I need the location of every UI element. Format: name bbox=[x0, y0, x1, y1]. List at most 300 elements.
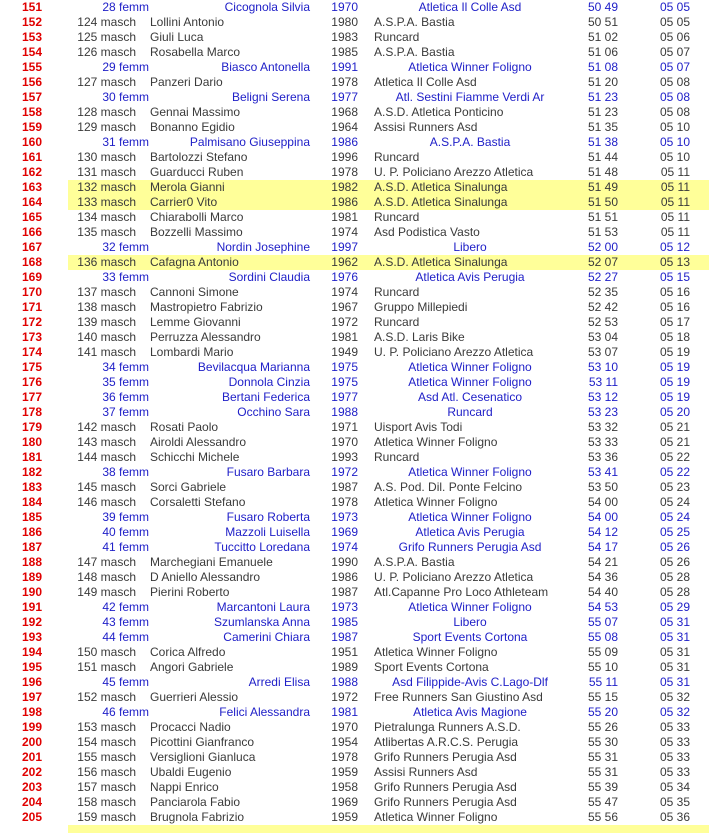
athlete-name-cell: Mastropietro Fabrizio bbox=[150, 300, 263, 314]
table-row bbox=[0, 180, 709, 195]
pace-cell: 05 26 bbox=[659, 540, 690, 554]
birth-year-cell: 1990 bbox=[331, 555, 358, 569]
table-row bbox=[0, 300, 709, 315]
finish-time-cell: 55 08 bbox=[587, 630, 618, 644]
position-cell: 172 bbox=[21, 315, 43, 329]
athlete-name-cell: Angori Gabriele bbox=[150, 660, 234, 674]
category-cell: 134 masch bbox=[77, 210, 136, 224]
birth-year-cell: 1981 bbox=[331, 210, 358, 224]
athlete-name-cell: Corsaletti Stefano bbox=[150, 495, 246, 509]
club-cell: Atletica Winner Foligno bbox=[408, 600, 532, 614]
position-cell: 185 bbox=[21, 510, 43, 524]
table-row bbox=[0, 465, 709, 480]
table-row bbox=[0, 270, 709, 285]
birth-year-cell: 1967 bbox=[331, 300, 358, 314]
table-row bbox=[0, 330, 709, 345]
pace-cell: 05 26 bbox=[659, 555, 690, 569]
pace-cell: 05 19 bbox=[659, 390, 690, 404]
table-row bbox=[0, 75, 709, 90]
pace-cell: 05 33 bbox=[659, 750, 690, 764]
category-cell: 137 masch bbox=[77, 285, 136, 299]
pace-cell: 05 35 bbox=[659, 795, 690, 809]
position-cell: 161 bbox=[21, 150, 43, 164]
pace-cell: 05 06 bbox=[659, 30, 690, 44]
club-cell: Runcard bbox=[374, 285, 420, 299]
position-cell: 184 bbox=[21, 495, 43, 509]
birth-year-cell: 1978 bbox=[331, 750, 358, 764]
position-cell: 182 bbox=[21, 465, 43, 479]
table-row bbox=[0, 450, 709, 465]
club-cell: Libero bbox=[453, 615, 487, 629]
club-cell: Atletica Winner Foligno bbox=[408, 375, 532, 389]
club-cell: Atl.Capanne Pro Loco Athleteam bbox=[374, 585, 549, 599]
athlete-name-cell: Guarducci Ruben bbox=[150, 165, 244, 179]
category-cell: 146 masch bbox=[77, 495, 136, 509]
finish-time-cell: 54 21 bbox=[587, 555, 618, 569]
position-cell: 187 bbox=[21, 540, 43, 554]
position-cell: 171 bbox=[21, 300, 43, 314]
position-cell: 196 bbox=[21, 675, 43, 689]
category-cell: 128 masch bbox=[77, 105, 136, 119]
category-cell: 136 masch bbox=[77, 255, 136, 269]
club-cell: Atletica Winner Foligno bbox=[408, 360, 532, 374]
pace-cell: 05 28 bbox=[659, 570, 690, 584]
position-cell: 155 bbox=[21, 60, 43, 74]
athlete-name-cell: Gennai Massimo bbox=[150, 105, 241, 119]
position-cell: 180 bbox=[21, 435, 43, 449]
finish-time-cell: 51 51 bbox=[587, 210, 618, 224]
table-row bbox=[0, 30, 709, 45]
athlete-name-cell: Nordin Josephine bbox=[216, 240, 310, 254]
club-cell: A.S.P.A. Bastia bbox=[374, 45, 455, 59]
birth-year-cell: 1958 bbox=[331, 780, 358, 794]
position-cell: 189 bbox=[21, 570, 43, 584]
position-cell: 153 bbox=[21, 30, 43, 44]
category-cell: 129 masch bbox=[77, 120, 136, 134]
finish-time-cell: 54 12 bbox=[587, 525, 618, 539]
finish-time-cell: 53 41 bbox=[587, 465, 618, 479]
position-cell: 175 bbox=[21, 360, 43, 374]
position-cell: 199 bbox=[21, 720, 43, 734]
table-row bbox=[0, 195, 709, 210]
position-cell: 200 bbox=[21, 735, 43, 749]
category-cell: 139 masch bbox=[77, 315, 136, 329]
pace-cell: 05 08 bbox=[659, 75, 690, 89]
finish-time-cell: 53 12 bbox=[587, 390, 618, 404]
table-row bbox=[0, 675, 709, 690]
table-row bbox=[0, 405, 709, 420]
table-row bbox=[0, 375, 709, 390]
finish-time-cell: 53 33 bbox=[587, 435, 618, 449]
position-cell: 151 bbox=[21, 0, 43, 14]
category-cell: 138 masch bbox=[77, 300, 136, 314]
category-cell: 145 masch bbox=[77, 480, 136, 494]
finish-time-cell: 53 04 bbox=[587, 330, 618, 344]
table-row bbox=[0, 495, 709, 510]
table-row bbox=[0, 570, 709, 585]
position-cell: 167 bbox=[21, 240, 43, 254]
table-row bbox=[0, 210, 709, 225]
pace-cell: 05 07 bbox=[659, 60, 690, 74]
birth-year-cell: 1972 bbox=[331, 690, 358, 704]
position-cell: 168 bbox=[21, 255, 43, 269]
pace-cell: 05 12 bbox=[659, 240, 690, 254]
athlete-name-cell: Picottini Gianfranco bbox=[150, 735, 255, 749]
finish-time-cell: 52 35 bbox=[587, 285, 618, 299]
club-cell: U. P. Policiano Arezzo Atletica bbox=[374, 570, 534, 584]
category-cell: 124 masch bbox=[77, 15, 136, 29]
birth-year-cell: 1973 bbox=[331, 600, 358, 614]
athlete-name-cell: Tuccitto Loredana bbox=[214, 540, 310, 554]
category-cell: 154 masch bbox=[77, 735, 136, 749]
category-cell: 159 masch bbox=[77, 810, 136, 824]
athlete-name-cell: Ubaldi Eugenio bbox=[150, 765, 232, 779]
club-cell: Sport Events Cortona bbox=[412, 630, 528, 644]
birth-year-cell: 1996 bbox=[331, 150, 358, 164]
birth-year-cell: 1959 bbox=[331, 765, 358, 779]
pace-cell: 05 11 bbox=[660, 195, 690, 209]
pace-cell: 05 33 bbox=[659, 720, 690, 734]
pace-cell: 05 31 bbox=[659, 675, 690, 689]
pace-cell: 05 16 bbox=[659, 300, 690, 314]
athlete-name-cell: Palmisano Giuseppina bbox=[189, 135, 310, 149]
birth-year-cell: 1981 bbox=[331, 705, 358, 719]
birth-year-cell: 1986 bbox=[331, 570, 358, 584]
position-cell: 186 bbox=[21, 525, 43, 539]
category-cell: 32 femm bbox=[102, 240, 149, 254]
category-cell: 131 masch bbox=[77, 165, 136, 179]
birth-year-cell: 1973 bbox=[331, 510, 358, 524]
club-cell: Pietralunga Runners A.S.D. bbox=[374, 720, 521, 734]
position-cell: 170 bbox=[21, 285, 43, 299]
athlete-name-cell: Cicognola Silvia bbox=[224, 0, 310, 14]
pace-cell: 05 33 bbox=[659, 735, 690, 749]
category-cell: 132 masch bbox=[77, 180, 136, 194]
birth-year-cell: 1969 bbox=[331, 795, 358, 809]
club-cell: Atletica Winner Foligno bbox=[408, 510, 532, 524]
athlete-name-cell: Camerini Chiara bbox=[223, 630, 310, 644]
table-row bbox=[0, 705, 709, 720]
club-cell: Atletica Avis Magione bbox=[413, 705, 527, 719]
table-row bbox=[0, 720, 709, 735]
birth-year-cell: 1949 bbox=[331, 345, 358, 359]
club-cell: A.S.P.A. Bastia bbox=[429, 135, 511, 149]
finish-time-cell: 50 49 bbox=[587, 0, 618, 14]
birth-year-cell: 1978 bbox=[331, 165, 358, 179]
table-row bbox=[0, 525, 709, 540]
athlete-name-cell: Mazzoli Luisella bbox=[225, 525, 310, 539]
table-row bbox=[0, 660, 709, 675]
position-cell: 181 bbox=[21, 450, 43, 464]
birth-year-cell: 1974 bbox=[331, 540, 358, 554]
club-cell: Atletica Winner Foligno bbox=[408, 60, 532, 74]
category-cell: 157 masch bbox=[77, 780, 136, 794]
pace-cell: 05 33 bbox=[659, 765, 690, 779]
birth-year-cell: 1977 bbox=[331, 390, 358, 404]
birth-year-cell: 1989 bbox=[331, 660, 358, 674]
table-row bbox=[0, 780, 709, 795]
table-row bbox=[0, 390, 709, 405]
table-row bbox=[0, 585, 709, 600]
pace-cell: 05 29 bbox=[659, 600, 690, 614]
pace-cell: 05 07 bbox=[659, 45, 690, 59]
athlete-name-cell: Bozzelli Massimo bbox=[150, 225, 243, 239]
finish-time-cell: 51 23 bbox=[587, 105, 618, 119]
category-cell: 34 femm bbox=[102, 360, 149, 374]
athlete-name-cell: Donnola Cinzia bbox=[228, 375, 310, 389]
athlete-name-cell: Chiarabolli Marco bbox=[150, 210, 244, 224]
pace-cell: 05 11 bbox=[660, 225, 690, 239]
athlete-name-cell: Rosabella Marco bbox=[150, 45, 241, 59]
finish-time-cell: 53 10 bbox=[587, 360, 618, 374]
position-cell: 173 bbox=[21, 330, 43, 344]
pace-cell: 05 17 bbox=[659, 315, 690, 329]
category-cell: 37 femm bbox=[102, 405, 149, 419]
category-cell: 31 femm bbox=[102, 135, 149, 149]
athlete-name-cell: Beligni Serena bbox=[231, 90, 310, 104]
category-cell: 144 masch bbox=[77, 450, 136, 464]
position-cell: 202 bbox=[21, 765, 43, 779]
athlete-name-cell: Pierini Roberto bbox=[150, 585, 230, 599]
birth-year-cell: 1986 bbox=[331, 135, 358, 149]
pace-cell: 05 13 bbox=[659, 255, 690, 269]
club-cell: A.S.D. Atletica Sinalunga bbox=[374, 255, 508, 269]
position-cell: 203 bbox=[21, 780, 43, 794]
finish-time-cell: 54 17 bbox=[587, 540, 618, 554]
pace-cell: 05 21 bbox=[659, 420, 690, 434]
category-cell: 150 masch bbox=[77, 645, 136, 659]
pace-cell: 05 05 bbox=[659, 0, 690, 14]
athlete-name-cell: Cannoni Simone bbox=[150, 285, 239, 299]
finish-time-cell: 55 56 bbox=[587, 810, 618, 824]
category-cell: 151 masch bbox=[77, 660, 136, 674]
birth-year-cell: 1968 bbox=[331, 105, 358, 119]
position-cell: 154 bbox=[21, 45, 43, 59]
finish-time-cell: 55 30 bbox=[587, 735, 618, 749]
finish-time-cell: 51 35 bbox=[587, 120, 618, 134]
finish-time-cell: 52 42 bbox=[587, 300, 618, 314]
finish-time-cell: 55 11 bbox=[588, 675, 618, 689]
club-cell: A.S. Pod. Dil. Ponte Felcino bbox=[374, 480, 523, 494]
pace-cell: 05 23 bbox=[659, 480, 690, 494]
pace-cell: 05 31 bbox=[659, 615, 690, 629]
position-cell: 178 bbox=[21, 405, 43, 419]
athlete-name-cell: Fusaro Roberta bbox=[226, 510, 310, 524]
club-cell: Runcard bbox=[447, 405, 493, 419]
position-cell: 156 bbox=[21, 75, 43, 89]
table-row bbox=[0, 765, 709, 780]
table-row bbox=[0, 285, 709, 300]
club-cell: A.S.P.A. Bastia bbox=[374, 15, 455, 29]
birth-year-cell: 1981 bbox=[331, 330, 358, 344]
table-row bbox=[0, 135, 709, 150]
category-cell: 28 femm bbox=[102, 0, 149, 14]
athlete-name-cell: D Aniello Alessandro bbox=[150, 570, 261, 584]
finish-time-cell: 55 15 bbox=[587, 690, 618, 704]
birth-year-cell: 1974 bbox=[331, 225, 358, 239]
athlete-name-cell: Arredi Elisa bbox=[248, 675, 310, 689]
athlete-name-cell: Cafagna Antonio bbox=[150, 255, 239, 269]
club-cell: A.S.D. Atletica Ponticino bbox=[374, 105, 504, 119]
position-cell: 204 bbox=[21, 795, 43, 809]
position-cell: 157 bbox=[21, 90, 43, 104]
table-row bbox=[0, 615, 709, 630]
athlete-name-cell: Rosati Paolo bbox=[150, 420, 219, 434]
position-cell: 160 bbox=[21, 135, 43, 149]
position-cell: 164 bbox=[21, 195, 43, 209]
finish-time-cell: 53 50 bbox=[587, 480, 618, 494]
category-cell: 147 masch bbox=[77, 555, 136, 569]
birth-year-cell: 1985 bbox=[331, 615, 358, 629]
pace-cell: 05 21 bbox=[659, 435, 690, 449]
category-cell: 42 femm bbox=[102, 600, 149, 614]
birth-year-cell: 1988 bbox=[331, 405, 358, 419]
athlete-name-cell: Felici Alessandra bbox=[219, 705, 310, 719]
pace-cell: 05 05 bbox=[659, 15, 690, 29]
position-cell: 179 bbox=[21, 420, 43, 434]
finish-time-cell: 55 39 bbox=[587, 780, 618, 794]
pace-cell: 05 19 bbox=[659, 345, 690, 359]
club-cell: Atletica Winner Foligno bbox=[374, 435, 498, 449]
pace-cell: 05 34 bbox=[659, 780, 690, 794]
finish-time-cell: 54 00 bbox=[587, 510, 618, 524]
category-cell: 41 femm bbox=[102, 540, 149, 554]
position-cell: 191 bbox=[21, 600, 43, 614]
birth-year-cell: 1976 bbox=[331, 270, 358, 284]
finish-time-cell: 55 47 bbox=[587, 795, 618, 809]
finish-time-cell: 52 53 bbox=[587, 315, 618, 329]
finish-time-cell: 51 20 bbox=[587, 75, 618, 89]
pace-cell: 05 31 bbox=[659, 660, 690, 674]
position-cell: 192 bbox=[21, 615, 43, 629]
position-cell: 195 bbox=[21, 660, 43, 674]
athlete-name-cell: Bonanno Egidio bbox=[150, 120, 235, 134]
birth-year-cell: 1971 bbox=[331, 420, 358, 434]
table-row bbox=[0, 240, 709, 255]
club-cell: Atletica Winner Foligno bbox=[374, 810, 498, 824]
athlete-name-cell: Bartolozzi Stefano bbox=[150, 150, 248, 164]
pace-cell: 05 15 bbox=[659, 270, 690, 284]
birth-year-cell: 1972 bbox=[331, 465, 358, 479]
club-cell: A.S.P.A. Bastia bbox=[374, 555, 455, 569]
birth-year-cell: 1964 bbox=[331, 120, 358, 134]
club-cell: Grifo Runners Perugia Asd bbox=[398, 540, 542, 554]
club-cell: Runcard bbox=[374, 210, 420, 224]
athlete-name-cell: Giuli Luca bbox=[150, 30, 204, 44]
category-cell: 148 masch bbox=[77, 570, 136, 584]
category-cell: 155 masch bbox=[77, 750, 136, 764]
position-cell: 197 bbox=[21, 690, 43, 704]
position-cell: 190 bbox=[21, 585, 43, 599]
table-row bbox=[0, 15, 709, 30]
finish-time-cell: 51 38 bbox=[587, 135, 618, 149]
birth-year-cell: 1975 bbox=[331, 375, 358, 389]
club-cell: Atletica Avis Perugia bbox=[415, 525, 525, 539]
position-cell: 193 bbox=[21, 630, 43, 644]
position-cell: 177 bbox=[21, 390, 43, 404]
pace-cell: 05 19 bbox=[659, 360, 690, 374]
athlete-name-cell: Szumlanska Anna bbox=[213, 615, 310, 629]
table-row bbox=[0, 435, 709, 450]
pace-cell: 05 10 bbox=[659, 135, 690, 149]
finish-time-cell: 53 11 bbox=[588, 375, 618, 389]
club-cell: Asd Atl. Cesenatico bbox=[417, 390, 523, 404]
position-cell: 176 bbox=[21, 375, 43, 389]
club-cell: Atletica Avis Perugia bbox=[415, 270, 525, 284]
birth-year-cell: 1987 bbox=[331, 630, 358, 644]
category-cell: 130 masch bbox=[77, 150, 136, 164]
club-cell: Uisport Avis Todi bbox=[374, 420, 463, 434]
club-cell: Atletica Il Colle Asd bbox=[374, 75, 477, 89]
athlete-name-cell: Versiglioni Gianluca bbox=[150, 750, 256, 764]
birth-year-cell: 1987 bbox=[331, 480, 358, 494]
position-cell: 166 bbox=[21, 225, 43, 239]
pace-cell: 05 08 bbox=[659, 90, 690, 104]
pace-cell: 05 32 bbox=[659, 705, 690, 719]
birth-year-cell: 1962 bbox=[331, 255, 358, 269]
category-cell: 39 femm bbox=[102, 510, 149, 524]
table-row bbox=[0, 555, 709, 570]
club-cell: Runcard bbox=[374, 150, 420, 164]
category-cell: 158 masch bbox=[77, 795, 136, 809]
position-cell: 198 bbox=[21, 705, 43, 719]
category-cell: 45 femm bbox=[102, 675, 149, 689]
finish-time-cell: 53 36 bbox=[587, 450, 618, 464]
finish-time-cell: 51 48 bbox=[587, 165, 618, 179]
athlete-name-cell: Occhino Sara bbox=[237, 405, 310, 419]
finish-time-cell: 51 23 bbox=[587, 90, 618, 104]
table-row bbox=[0, 360, 709, 375]
category-cell: 143 masch bbox=[77, 435, 136, 449]
highlighted-row-partial bbox=[68, 825, 709, 833]
category-cell: 153 masch bbox=[77, 720, 136, 734]
category-cell: 44 femm bbox=[102, 630, 149, 644]
birth-year-cell: 1970 bbox=[331, 0, 358, 14]
finish-time-cell: 51 50 bbox=[587, 195, 618, 209]
club-cell: U. P. Policiano Arezzo Atletica bbox=[374, 165, 534, 179]
category-cell: 40 femm bbox=[102, 525, 149, 539]
athlete-name-cell: Schicchi Michele bbox=[150, 450, 240, 464]
table-row bbox=[0, 90, 709, 105]
position-cell: 165 bbox=[21, 210, 43, 224]
finish-time-cell: 53 32 bbox=[587, 420, 618, 434]
athlete-name-cell: Panzeri Dario bbox=[150, 75, 223, 89]
pace-cell: 05 31 bbox=[659, 645, 690, 659]
pace-cell: 05 22 bbox=[659, 465, 690, 479]
finish-time-cell: 55 07 bbox=[587, 615, 618, 629]
category-cell: 142 masch bbox=[77, 420, 136, 434]
table-row bbox=[0, 315, 709, 330]
category-cell: 156 masch bbox=[77, 765, 136, 779]
club-cell: Atlibertas A.R.C.S. Perugia bbox=[374, 735, 519, 749]
category-cell: 152 masch bbox=[77, 690, 136, 704]
athlete-name-cell: Bertani Federica bbox=[221, 390, 310, 404]
finish-time-cell: 55 09 bbox=[587, 645, 618, 659]
position-cell: 163 bbox=[21, 180, 43, 194]
finish-time-cell: 53 23 bbox=[587, 405, 618, 419]
table-row bbox=[0, 0, 709, 15]
birth-year-cell: 1970 bbox=[331, 720, 358, 734]
category-cell: 141 masch bbox=[77, 345, 136, 359]
club-cell: A.S.D. Laris Bike bbox=[374, 330, 465, 344]
athlete-name-cell: Marcantoni Laura bbox=[216, 600, 310, 614]
club-cell: A.S.D. Atletica Sinalunga bbox=[374, 195, 508, 209]
athlete-name-cell: Sorci Gabriele bbox=[150, 480, 227, 494]
pace-cell: 05 20 bbox=[659, 405, 690, 419]
category-cell: 140 masch bbox=[77, 330, 136, 344]
birth-year-cell: 1970 bbox=[331, 435, 358, 449]
birth-year-cell: 1987 bbox=[331, 585, 358, 599]
